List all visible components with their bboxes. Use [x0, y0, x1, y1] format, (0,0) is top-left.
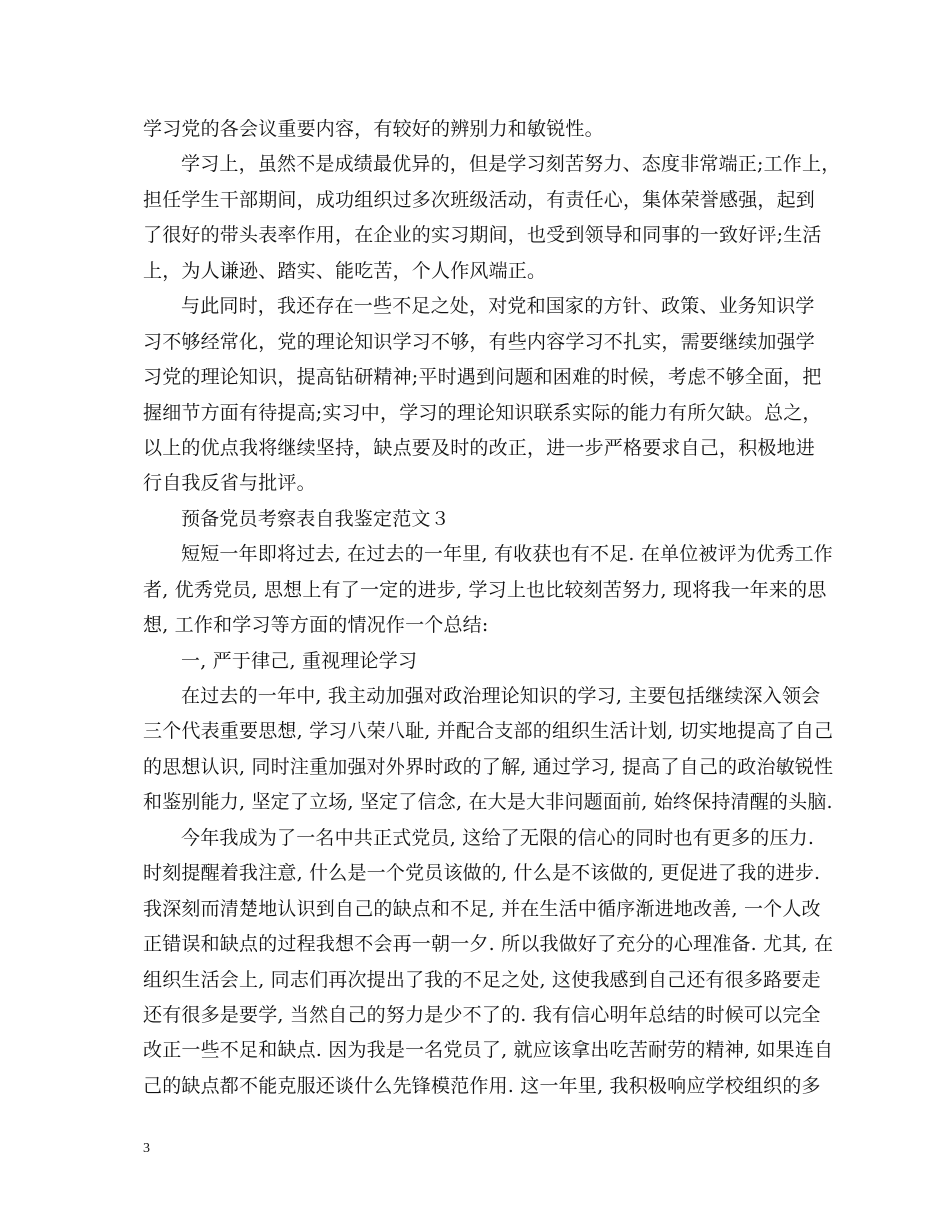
text-line: 一, 严于律己, 重视理论学习 [181, 649, 418, 672]
text-line: 学习党的各会议重要内容，有较好的辨别力和敏锐性。 [143, 118, 604, 140]
text-line: 了很好的带头表率作用，在企业的实习期间，也受到领导和同事的一致好评;生活 [143, 224, 822, 247]
text-line: 三个代表重要思想, 学习八荣八耻, 并配合支部的组织生活计划, 切实地提高了自己 [143, 720, 834, 743]
text-line: 我深刻而清楚地认识到自己的缺点和不足, 并在生活中循序渐进地改善, 一个人改 [143, 897, 821, 920]
text-line: 正错误和缺点的过程我想不会再一朝一夕. 所以我做好了充分的心理准备. 尤其, 在 [143, 933, 834, 956]
text-line: 和鉴别能力, 坚定了立场, 坚定了信念, 在大是大非问题面前, 始终保持清醒的头脑. [143, 791, 833, 814]
text-line: 短短一年即将过去, 在过去的一年里, 有收获也有不足. 在单位被评为优秀工作 [181, 543, 833, 566]
text-line: 担任学生干部期间，成功组织过多次班级活动，有责任心，集体荣誉感强，起到 [143, 188, 816, 211]
text-line: 预备党员考察表自我鉴定范文３ [181, 507, 450, 530]
text-line: 者, 优秀党员, 思想上有了一定的进步, 学习上也比较刻苦努力, 现将我一年来的思 [143, 578, 827, 601]
text-line: 习不够经常化，党的理论知识学习不够，有些内容学习不扎实，需要继续加强学 [143, 330, 816, 353]
document-body [143, 112, 841, 1104]
text-line: 改正一些不足和缺点. 因为我是一名党员了, 就应该拿出吃苦耐劳的精神, 如果连自 [143, 1039, 834, 1062]
text-line: 与此同时，我还存在一些不足之处，对党和国家的方针、政策、业务知识学 [181, 295, 815, 318]
text-line: 在过去的一年中, 我主动加强对政治理论知识的学习, 主要包括继续深入领会 [181, 685, 821, 707]
text-line: 组织生活会上, 同志们再次提出了我的不足之处, 这使我感到自己还有很多路要走 [143, 968, 821, 991]
text-line: 行自我反省与批评。 [143, 472, 316, 495]
text-line: 握细节方面有待提高;实习中，学习的理论知识联系实际的能力有所欠缺。总之， [143, 401, 822, 424]
text-line: 想, 工作和学习等方面的情况作一个总结: [143, 614, 489, 637]
text-line: 以上的优点我将继续坚持，缺点要及时的改正，进一步严格要求自己，积极地进 [143, 436, 816, 459]
page-number: 3 [143, 1141, 150, 1156]
text-line: 习党的理论知识，提高钻研精神;平时遇到问题和困难的时候，考虑不够全面，把 [143, 366, 822, 389]
text-line: 学习上，虽然不是成绩最优异的，但是学习刻苦努力、态度非常端正;工作上， [181, 153, 841, 176]
text-line: 己的缺点都不能克服还谈什么先锋模范作用. 这一年里, 我积极响应学校组织的多 [143, 1074, 821, 1097]
text-line: 还有很多是要学, 当然自己的努力是少不了的. 我有信心明年总结的时候可以完全 [143, 1003, 821, 1026]
text-line: 上，为人谦逊、踏实、能吃苦，个人作风端正。 [143, 259, 547, 282]
text-line: 今年我成为了一名中共正式党员, 这给了无限的信心的同时也有更多的压力. [181, 826, 815, 849]
text-line: 时刻提醒着我注意, 什么是一个党员该做的, 什么是不该做的, 更促进了我的进步. [143, 862, 821, 885]
text-line: 的思想认识, 同时注重加强对外界时政的了解, 通过学习, 提高了自己的政治敏锐性 [143, 755, 834, 778]
